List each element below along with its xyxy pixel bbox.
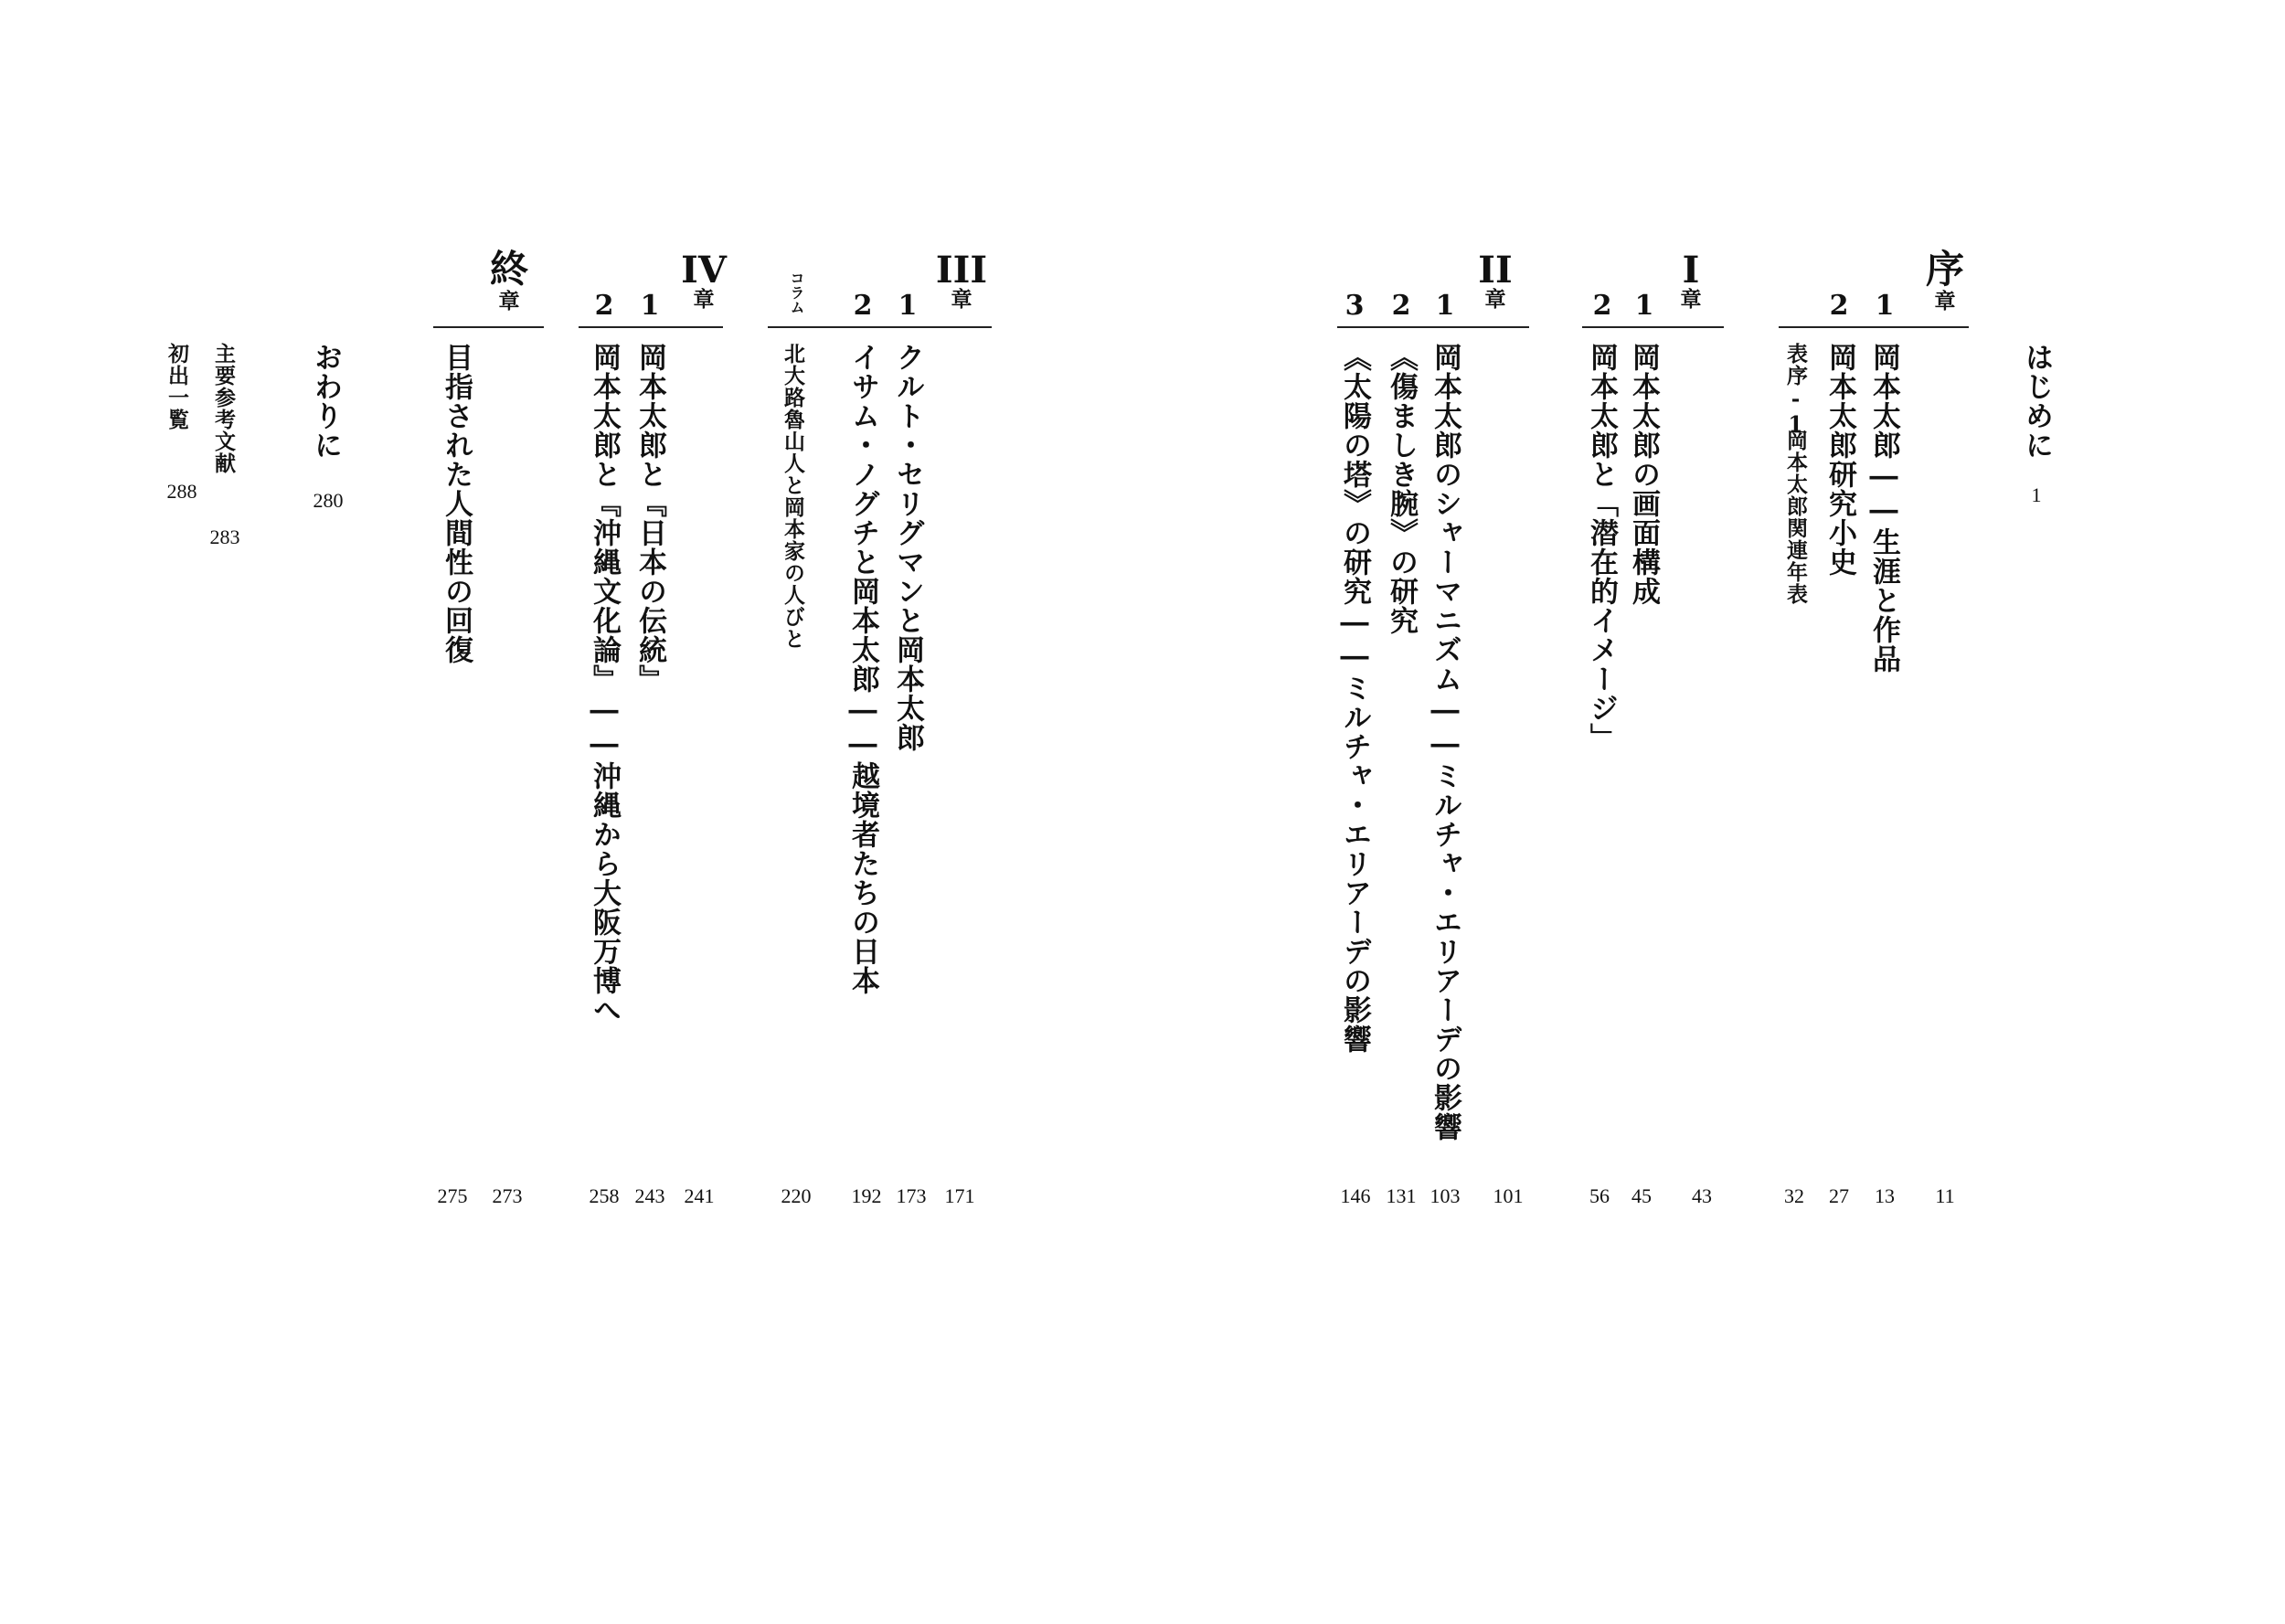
table-jo-label: 表序-1 — [1783, 343, 1808, 438]
section-3-2-title[interactable]: イサム・ノグチと岡本太郎――越境者たちの日本 — [846, 343, 879, 995]
column-label: コラム — [788, 271, 805, 314]
section-2-1-number: 1 — [1435, 290, 1455, 322]
section-1-1-number: 1 — [1634, 290, 1654, 322]
chapter-final-mark: 終 — [489, 247, 529, 292]
section-jo-1-number: 1 — [1875, 290, 1895, 322]
table-jo-page: 32 — [1784, 1184, 1804, 1207]
section-3-2-page: 192 — [851, 1184, 882, 1207]
section-2-3-title[interactable]: 《太陽の塔》の研究――ミルチャ・エリアーデの影響 — [1338, 343, 1371, 1054]
chapter-2-page: 101 — [1493, 1184, 1524, 1207]
back-first-published-page: 288 — [166, 480, 197, 503]
chapter-final-title-page: 275 — [437, 1184, 468, 1207]
chapter-final-suffix: 章 — [498, 289, 520, 313]
section-1-1-title[interactable]: 岡本太郎の画面構成 — [1627, 343, 1660, 606]
section-jo-1-page: 13 — [1875, 1184, 1895, 1207]
chapter-4-suffix: 章 — [693, 287, 715, 312]
back-owarini-label[interactable]: おわりに — [309, 343, 342, 460]
section-1-2-title[interactable]: 岡本太郎と「潜在的イメージ」 — [1585, 343, 1618, 752]
chapter-4-mark: IV — [681, 249, 727, 292]
section-4-2-number: 2 — [594, 290, 614, 322]
section-3-1-number: 1 — [898, 290, 918, 322]
chapter-3-mark: III — [935, 249, 988, 292]
chapter-2-mark: II — [1478, 249, 1513, 292]
chapter-jo-mark: 序 — [1925, 247, 1965, 292]
back-references-page: 283 — [209, 525, 240, 548]
chapter-final-page: 273 — [492, 1184, 523, 1207]
column-page: 220 — [781, 1184, 812, 1207]
chapter-2-rule — [1337, 326, 1529, 328]
section-2-2-number: 2 — [1391, 290, 1411, 322]
chapter-1-rule — [1582, 326, 1724, 328]
chapter-4-rule — [579, 326, 723, 328]
chapter-final-title[interactable]: 目指された人間性の回復 — [440, 343, 473, 664]
section-4-1-page: 243 — [634, 1184, 665, 1207]
table-jo-title[interactable]: 岡本太郎関連年表 — [1783, 430, 1808, 605]
back-first-published-label[interactable]: 初出一覧 — [165, 343, 189, 430]
chapter-3-suffix: 章 — [951, 287, 972, 312]
chapter-jo-rule — [1779, 326, 1969, 328]
column-title[interactable]: 北大路魯山人と岡本家の人びと — [781, 343, 805, 650]
section-3-2-number: 2 — [853, 290, 873, 322]
chapter-jo-suffix: 章 — [1934, 289, 1956, 313]
chapter-1-page: 43 — [1692, 1184, 1712, 1207]
section-2-1-page: 103 — [1429, 1184, 1461, 1207]
chapter-3-rule — [768, 326, 992, 328]
section-3-1-title[interactable]: クルト・セリグマンと岡本太郎 — [891, 343, 924, 752]
section-1-1-page: 45 — [1631, 1184, 1652, 1207]
section-4-2-title[interactable]: 岡本太郎と『沖縄文化論』――沖縄から大阪万博へ — [588, 343, 621, 1024]
chapter-3-page: 171 — [944, 1184, 975, 1207]
section-2-1-title[interactable]: 岡本太郎のシャーマニズム――ミルチャ・エリアーデの影響 — [1429, 343, 1461, 1141]
chapter-2-suffix: 章 — [1484, 287, 1506, 312]
section-jo-2-page: 27 — [1829, 1184, 1849, 1207]
section-4-1-title[interactable]: 岡本太郎と『日本の伝統』 — [633, 343, 666, 694]
section-2-3-page: 146 — [1340, 1184, 1371, 1207]
chapter-final-rule — [433, 326, 544, 328]
section-3-1-page: 173 — [896, 1184, 927, 1207]
back-references-label[interactable]: 主要参考文献 — [211, 343, 236, 474]
chapter-4-page: 241 — [684, 1184, 715, 1207]
intro-label[interactable]: はじめに — [2020, 343, 2053, 460]
section-2-3-number: 3 — [1344, 290, 1365, 322]
section-jo-2-number: 2 — [1829, 290, 1849, 322]
section-2-2-title[interactable]: 《傷ましき腕》の研究 — [1385, 343, 1418, 635]
intro-page: 1 — [2031, 483, 2042, 506]
section-1-2-number: 2 — [1592, 290, 1612, 322]
chapter-1-suffix: 章 — [1680, 287, 1702, 312]
chapter-jo-page: 11 — [1935, 1184, 1955, 1207]
section-jo-2-title[interactable]: 岡本太郎研究小史 — [1823, 343, 1856, 577]
chapter-1-mark: I — [1682, 249, 1700, 292]
section-1-2-page: 56 — [1589, 1184, 1610, 1207]
section-4-2-page: 258 — [589, 1184, 620, 1207]
section-jo-1-title[interactable]: 岡本太郎――生涯と作品 — [1867, 343, 1900, 674]
back-owarini-page: 280 — [313, 489, 344, 512]
section-4-1-number: 1 — [640, 290, 660, 322]
section-2-2-page: 131 — [1386, 1184, 1417, 1207]
